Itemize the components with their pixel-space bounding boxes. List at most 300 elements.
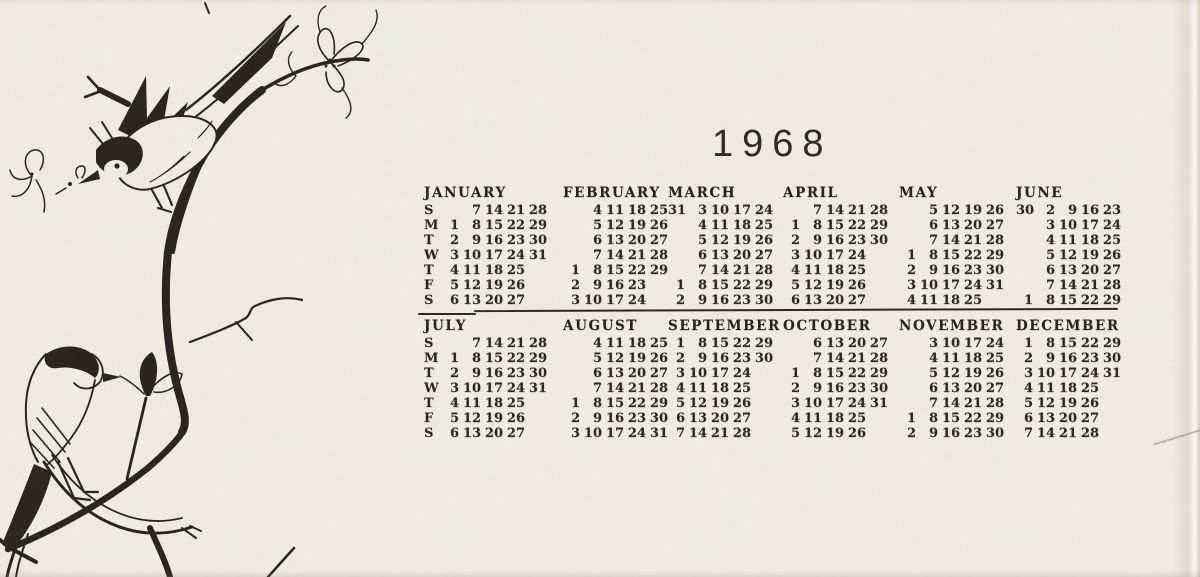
half-divider-rule-segment	[418, 313, 476, 315]
calendar-day: 19	[825, 426, 844, 441]
calendar-day: 9	[471, 366, 481, 381]
calendar-day: 4	[697, 218, 707, 233]
calendar-day: 6	[1023, 411, 1033, 426]
week-row	[424, 293, 547, 308]
calendar-day: 17	[941, 278, 960, 293]
week-row	[1016, 203, 1121, 218]
calendar-day: 13	[462, 426, 481, 441]
calendar-day: 13	[688, 411, 707, 426]
calendar-day: 9	[697, 293, 707, 308]
calendar-day: 5	[592, 218, 602, 233]
calendar-day: 19	[484, 278, 503, 293]
calendar-day: 31	[869, 396, 888, 411]
calendar-day: 1	[790, 366, 800, 381]
calendar-day: 7	[812, 351, 822, 366]
calendar-day: 30	[528, 233, 547, 248]
calendar-day: 20	[1058, 411, 1077, 426]
month-grid	[668, 203, 773, 308]
calendar-day: 27	[732, 411, 751, 426]
week-row	[563, 248, 668, 263]
calendar-day: 9	[928, 426, 938, 441]
calendar-day: 17	[484, 381, 503, 396]
day-letter: S	[424, 336, 434, 351]
calendar-day: 5	[697, 233, 707, 248]
calendar-day: 12	[1058, 248, 1077, 263]
calendar-day: 6	[812, 336, 822, 351]
calendar-day: 25	[754, 218, 773, 233]
week-row	[1016, 396, 1121, 411]
calendar-day: 8	[471, 351, 481, 366]
week-row	[783, 336, 888, 351]
calendar-day: 21	[710, 426, 729, 441]
calendar-day: 1	[570, 396, 580, 411]
calendar-day: 10	[919, 278, 938, 293]
calendar-day: 16	[941, 426, 960, 441]
day-letter: T	[424, 366, 434, 381]
calendar-day: 7	[928, 233, 938, 248]
calendar-day: 20	[627, 366, 646, 381]
month-title: DECEMBER	[1016, 318, 1120, 334]
twig-stub	[236, 322, 252, 340]
calendar-day: 21	[1080, 278, 1099, 293]
calendar-day: 3	[790, 248, 800, 263]
calendar-day: 30	[754, 351, 773, 366]
calendar-day: 3	[449, 248, 459, 263]
week-row	[563, 218, 668, 233]
calendar-day: 30	[1102, 351, 1121, 366]
calendar-day: 26	[506, 411, 525, 426]
calendar-day: 8	[592, 263, 602, 278]
week-row	[783, 381, 888, 396]
calendar-day: 16	[1058, 351, 1077, 366]
week-row	[424, 336, 547, 351]
calendar-day: 20	[484, 293, 503, 308]
week-row	[899, 293, 1004, 308]
week-row	[783, 248, 888, 263]
calendar-day: 11	[919, 293, 938, 308]
month-january	[424, 186, 547, 308]
calendar-day: 31	[1102, 366, 1121, 381]
week-row	[899, 411, 1004, 426]
week-row	[668, 203, 773, 218]
calendar-day: 18	[825, 411, 844, 426]
week-row	[1016, 263, 1121, 278]
calendar-day: 23	[847, 381, 866, 396]
calendar-day: 8	[1045, 293, 1055, 308]
calendar-day: 1	[1023, 293, 1033, 308]
lower-bird	[3, 347, 201, 577]
calendar-day: 21	[627, 381, 646, 396]
calendar-day: 12	[605, 351, 624, 366]
week-row	[424, 381, 547, 396]
calendar-day: 4	[449, 396, 459, 411]
calendar-day: 7	[1045, 278, 1055, 293]
calendar-day: 29	[754, 336, 773, 351]
calendar-day: 13	[803, 293, 822, 308]
calendar-day: 13	[605, 233, 624, 248]
week-row	[668, 248, 773, 263]
calendar-day: 3	[790, 396, 800, 411]
calendar-day: 2	[570, 278, 580, 293]
calendar-day: 22	[1080, 293, 1099, 308]
calendar-day: 24	[847, 248, 866, 263]
week-row	[899, 336, 1004, 351]
calendar-day: 2	[790, 381, 800, 396]
left-flower	[10, 150, 45, 212]
calendar-day: 10	[710, 203, 729, 218]
beak	[78, 170, 100, 184]
calendar-day: 31	[649, 426, 668, 441]
calendar-day: 24	[506, 381, 525, 396]
calendar-day: 2	[449, 233, 459, 248]
calendar-day: 21	[1058, 426, 1077, 441]
calendar-day: 5	[790, 278, 800, 293]
calendar-day: 19	[963, 366, 982, 381]
calendar-day: 1	[570, 263, 580, 278]
week-row	[424, 263, 547, 278]
birds-branch-illustration	[0, 0, 420, 577]
calendar-day: 19	[825, 278, 844, 293]
calendar-day: 14	[484, 336, 503, 351]
calendar-day: 9	[1067, 203, 1077, 218]
calendar-day: 1	[449, 351, 459, 366]
week-row	[1016, 218, 1121, 233]
calendar-day: 21	[847, 351, 866, 366]
calendar-day: 14	[941, 396, 960, 411]
calendar-day: 23	[732, 293, 751, 308]
day-letter: S	[424, 426, 434, 441]
calendar-day: 29	[869, 366, 888, 381]
calendar-day: 3	[1045, 218, 1055, 233]
calendar-day: 20	[1080, 263, 1099, 278]
month-grid	[783, 336, 888, 441]
calendar-day: 19	[963, 203, 982, 218]
calendar-day: 28	[869, 203, 888, 218]
calendar-day: 15	[605, 263, 624, 278]
calendar-day: 12	[941, 203, 960, 218]
week-row	[783, 263, 888, 278]
calendar-day: 24	[754, 203, 773, 218]
calendar-day: 26	[847, 426, 866, 441]
calendar-day: 20	[825, 293, 844, 308]
week-row	[783, 426, 888, 441]
calendar-day: 22	[627, 263, 646, 278]
calendar-day: 27	[649, 366, 668, 381]
calendar-day: 27	[1080, 411, 1099, 426]
calendar-day: 19	[710, 396, 729, 411]
month-title: JANUARY	[424, 185, 507, 201]
calendar-day: 4	[790, 263, 800, 278]
calendar-day: 13	[1058, 263, 1077, 278]
tail-dark-mass	[212, 22, 286, 104]
calendar-day: 25	[649, 203, 668, 218]
calendar-day: 29	[1102, 293, 1121, 308]
calendar-day: 19	[627, 218, 646, 233]
calendar-day: 7	[1023, 426, 1033, 441]
calendar-day: 30	[985, 426, 1004, 441]
calendar-day: 17	[484, 248, 503, 263]
week-row	[1016, 293, 1121, 308]
broken-twig	[100, 90, 128, 104]
month-grid	[899, 203, 1004, 308]
calendar-day: 28	[869, 351, 888, 366]
calendar-day: 18	[484, 396, 503, 411]
calendar-day: 10	[583, 293, 602, 308]
day-letter: S	[424, 203, 434, 218]
calendar-day: 24	[847, 396, 866, 411]
calendar-day: 2	[675, 351, 685, 366]
calendar-day: 15	[825, 218, 844, 233]
calendar-day: 26	[985, 366, 1004, 381]
calendar-day: 9	[592, 278, 602, 293]
calendar-day: 3	[570, 293, 580, 308]
calendar-day: 6	[592, 366, 602, 381]
calendar-day: 22	[847, 218, 866, 233]
tail-feathers	[186, 16, 290, 110]
calendar-day: 11	[462, 263, 481, 278]
eye	[83, 365, 88, 370]
calendar-day: 2	[906, 263, 916, 278]
paper-bottom-shade	[0, 570, 1200, 577]
calendar-day: 8	[1045, 336, 1055, 351]
calendar-day: 14	[484, 203, 503, 218]
calendar-day: 26	[1102, 248, 1121, 263]
month-grid	[563, 203, 668, 308]
calendar-day: 8	[471, 218, 481, 233]
calendar-day: 19	[484, 411, 503, 426]
calendar-day: 29	[649, 396, 668, 411]
calendar-day: 22	[732, 278, 751, 293]
legs	[58, 458, 98, 500]
week-row	[783, 233, 888, 248]
calendar-day: 25	[963, 293, 982, 308]
month-may	[899, 186, 1004, 308]
calendar-day: 23	[627, 411, 646, 426]
calendar-day: 4	[906, 293, 916, 308]
week-row	[783, 278, 888, 293]
calendar-day: 16	[825, 233, 844, 248]
calendar-day: 23	[1080, 351, 1099, 366]
calendar-day: 1	[790, 218, 800, 233]
calendar-day: 3	[906, 278, 916, 293]
calendar-day: 10	[583, 426, 602, 441]
calendar-day: 24	[1080, 366, 1099, 381]
calendar-day: 10	[803, 396, 822, 411]
day-letter: S	[424, 293, 434, 308]
calendar-day: 1	[906, 411, 916, 426]
calendar-day: 1	[675, 278, 685, 293]
calendar-day: 2	[570, 411, 580, 426]
month-title: MARCH	[668, 185, 737, 201]
calendar-day: 27	[1102, 263, 1121, 278]
calendar-day: 4	[449, 263, 459, 278]
calendar-day: 29	[985, 411, 1004, 426]
calendar-day: 16	[710, 293, 729, 308]
calendar-day: 30	[869, 381, 888, 396]
week-row	[424, 366, 547, 381]
calendar-day: 12	[941, 366, 960, 381]
broken-twig-fork	[85, 77, 101, 97]
calendar-day: 14	[825, 351, 844, 366]
calendar-day: 13	[941, 218, 960, 233]
calendar-day: 27	[847, 293, 866, 308]
calendar-day: 15	[941, 248, 960, 263]
calendar-day: 22	[627, 396, 646, 411]
month-february	[563, 186, 668, 308]
calendar-day: 13	[825, 336, 844, 351]
calendar-day: 6	[675, 411, 685, 426]
calendar-day: 28	[754, 263, 773, 278]
calendar-day: 27	[754, 248, 773, 263]
beak	[103, 373, 121, 382]
cap-back	[45, 347, 99, 379]
calendar-day: 23	[1102, 203, 1121, 218]
calendar-day: 11	[710, 218, 729, 233]
calendar-day: 7	[592, 381, 602, 396]
week-row	[424, 426, 547, 441]
calendar-day: 12	[688, 396, 707, 411]
week-row	[563, 396, 668, 411]
calendar-day: 5	[449, 411, 459, 426]
calendar-day: 30	[1016, 203, 1035, 218]
week-row	[1016, 351, 1121, 366]
calendar-day: 6	[928, 218, 938, 233]
day-letter: T	[424, 396, 434, 411]
calendar-day: 25	[847, 411, 866, 426]
month-november	[899, 319, 1004, 441]
month-title: APRIL	[783, 185, 839, 201]
calendar-day: 16	[605, 411, 624, 426]
calendar-day: 21	[627, 248, 646, 263]
calendar-day: 20	[627, 233, 646, 248]
calendar-day: 25	[1102, 233, 1121, 248]
calendar-day: 14	[1058, 278, 1077, 293]
calendar-day: 15	[1058, 336, 1077, 351]
calendar-day: 19	[732, 233, 751, 248]
calendar-day: 17	[605, 426, 624, 441]
day-letter: F	[424, 278, 434, 293]
calendar-day: 13	[941, 381, 960, 396]
month-title: MAY	[899, 185, 939, 201]
calendar-day: 15	[941, 411, 960, 426]
calendar-day: 3	[449, 381, 459, 396]
month-title: AUGUST	[563, 318, 638, 334]
calendar-day: 23	[506, 233, 525, 248]
calendar-day: 28	[528, 336, 547, 351]
calendar-day: 4	[592, 203, 602, 218]
month-december	[1016, 319, 1121, 441]
week-row	[668, 396, 781, 411]
calendar-day: 3	[1023, 366, 1033, 381]
week-row	[783, 396, 888, 411]
calendar-day: 4	[790, 411, 800, 426]
week-row	[563, 233, 668, 248]
calendar-day: 8	[697, 336, 707, 351]
calendar-day: 22	[1080, 336, 1099, 351]
calendar-day: 12	[605, 218, 624, 233]
calendar-day: 10	[803, 248, 822, 263]
calendar-day: 10	[462, 381, 481, 396]
calendar-day: 6	[790, 293, 800, 308]
week-row	[783, 203, 888, 218]
calendar-day: 5	[1023, 396, 1033, 411]
week-row	[1016, 248, 1121, 263]
calendar-day: 20	[484, 426, 503, 441]
calendar-day: 2	[1023, 351, 1033, 366]
calendar-day: 4	[592, 336, 602, 351]
calendar-day: 15	[825, 366, 844, 381]
buds	[56, 166, 85, 194]
calendar-day: 5	[592, 351, 602, 366]
calendar-day: 19	[1058, 396, 1077, 411]
month-september	[668, 319, 781, 441]
calendar-day: 25	[649, 336, 668, 351]
week-row	[668, 278, 773, 293]
calendar-day: 22	[847, 366, 866, 381]
half-divider-rule	[474, 308, 1118, 312]
week-row	[563, 351, 668, 366]
month-grid	[1016, 336, 1121, 441]
calendar-day: 11	[1058, 233, 1077, 248]
calendar-day: 28	[732, 426, 751, 441]
calendar-day: 17	[605, 293, 624, 308]
calendar-day: 24	[506, 248, 525, 263]
calendar-day: 14	[1036, 426, 1055, 441]
calendar-day: 17	[732, 203, 751, 218]
calendar-day: 7	[675, 426, 685, 441]
calendar-day: 8	[812, 218, 822, 233]
month-grid	[668, 336, 781, 441]
calendar-day: 11	[941, 351, 960, 366]
breast	[48, 380, 95, 464]
calendar-day: 28	[985, 396, 1004, 411]
week-row	[899, 248, 1004, 263]
calendar-day: 15	[710, 278, 729, 293]
calendar-day: 24	[985, 336, 1004, 351]
calendar-day: 16	[1080, 203, 1099, 218]
calendar-day: 26	[1080, 396, 1099, 411]
calendar-day: 12	[1036, 396, 1055, 411]
month-title: FEBRUARY	[563, 185, 661, 201]
day-letter: T	[424, 263, 434, 278]
week-row	[783, 293, 888, 308]
calendar-day: 29	[754, 278, 773, 293]
calendar-day: 31	[985, 278, 1004, 293]
calendar-day: 4	[1023, 381, 1033, 396]
calendar-day: 18	[710, 381, 729, 396]
calendar-day: 27	[985, 381, 1004, 396]
calendar-day: 9	[697, 351, 707, 366]
calendar-day: 18	[627, 203, 646, 218]
calendar-day: 3	[928, 336, 938, 351]
calendar-day: 14	[941, 233, 960, 248]
paper-edge-shadow	[1172, 0, 1200, 577]
week-row	[1016, 366, 1121, 381]
calendar-day: 30	[985, 263, 1004, 278]
calendar-day: 18	[627, 336, 646, 351]
week-row	[899, 381, 1004, 396]
week-row	[424, 203, 547, 218]
calendar-day: 11	[605, 336, 624, 351]
calendar-day: 11	[462, 396, 481, 411]
calendar-day: 10	[688, 366, 707, 381]
week-row	[783, 411, 888, 426]
calendar-day: 24	[627, 293, 646, 308]
calendar-day: 17	[710, 366, 729, 381]
week-row	[1016, 411, 1121, 426]
week-row	[424, 248, 547, 263]
calendar-day: 28	[528, 203, 547, 218]
